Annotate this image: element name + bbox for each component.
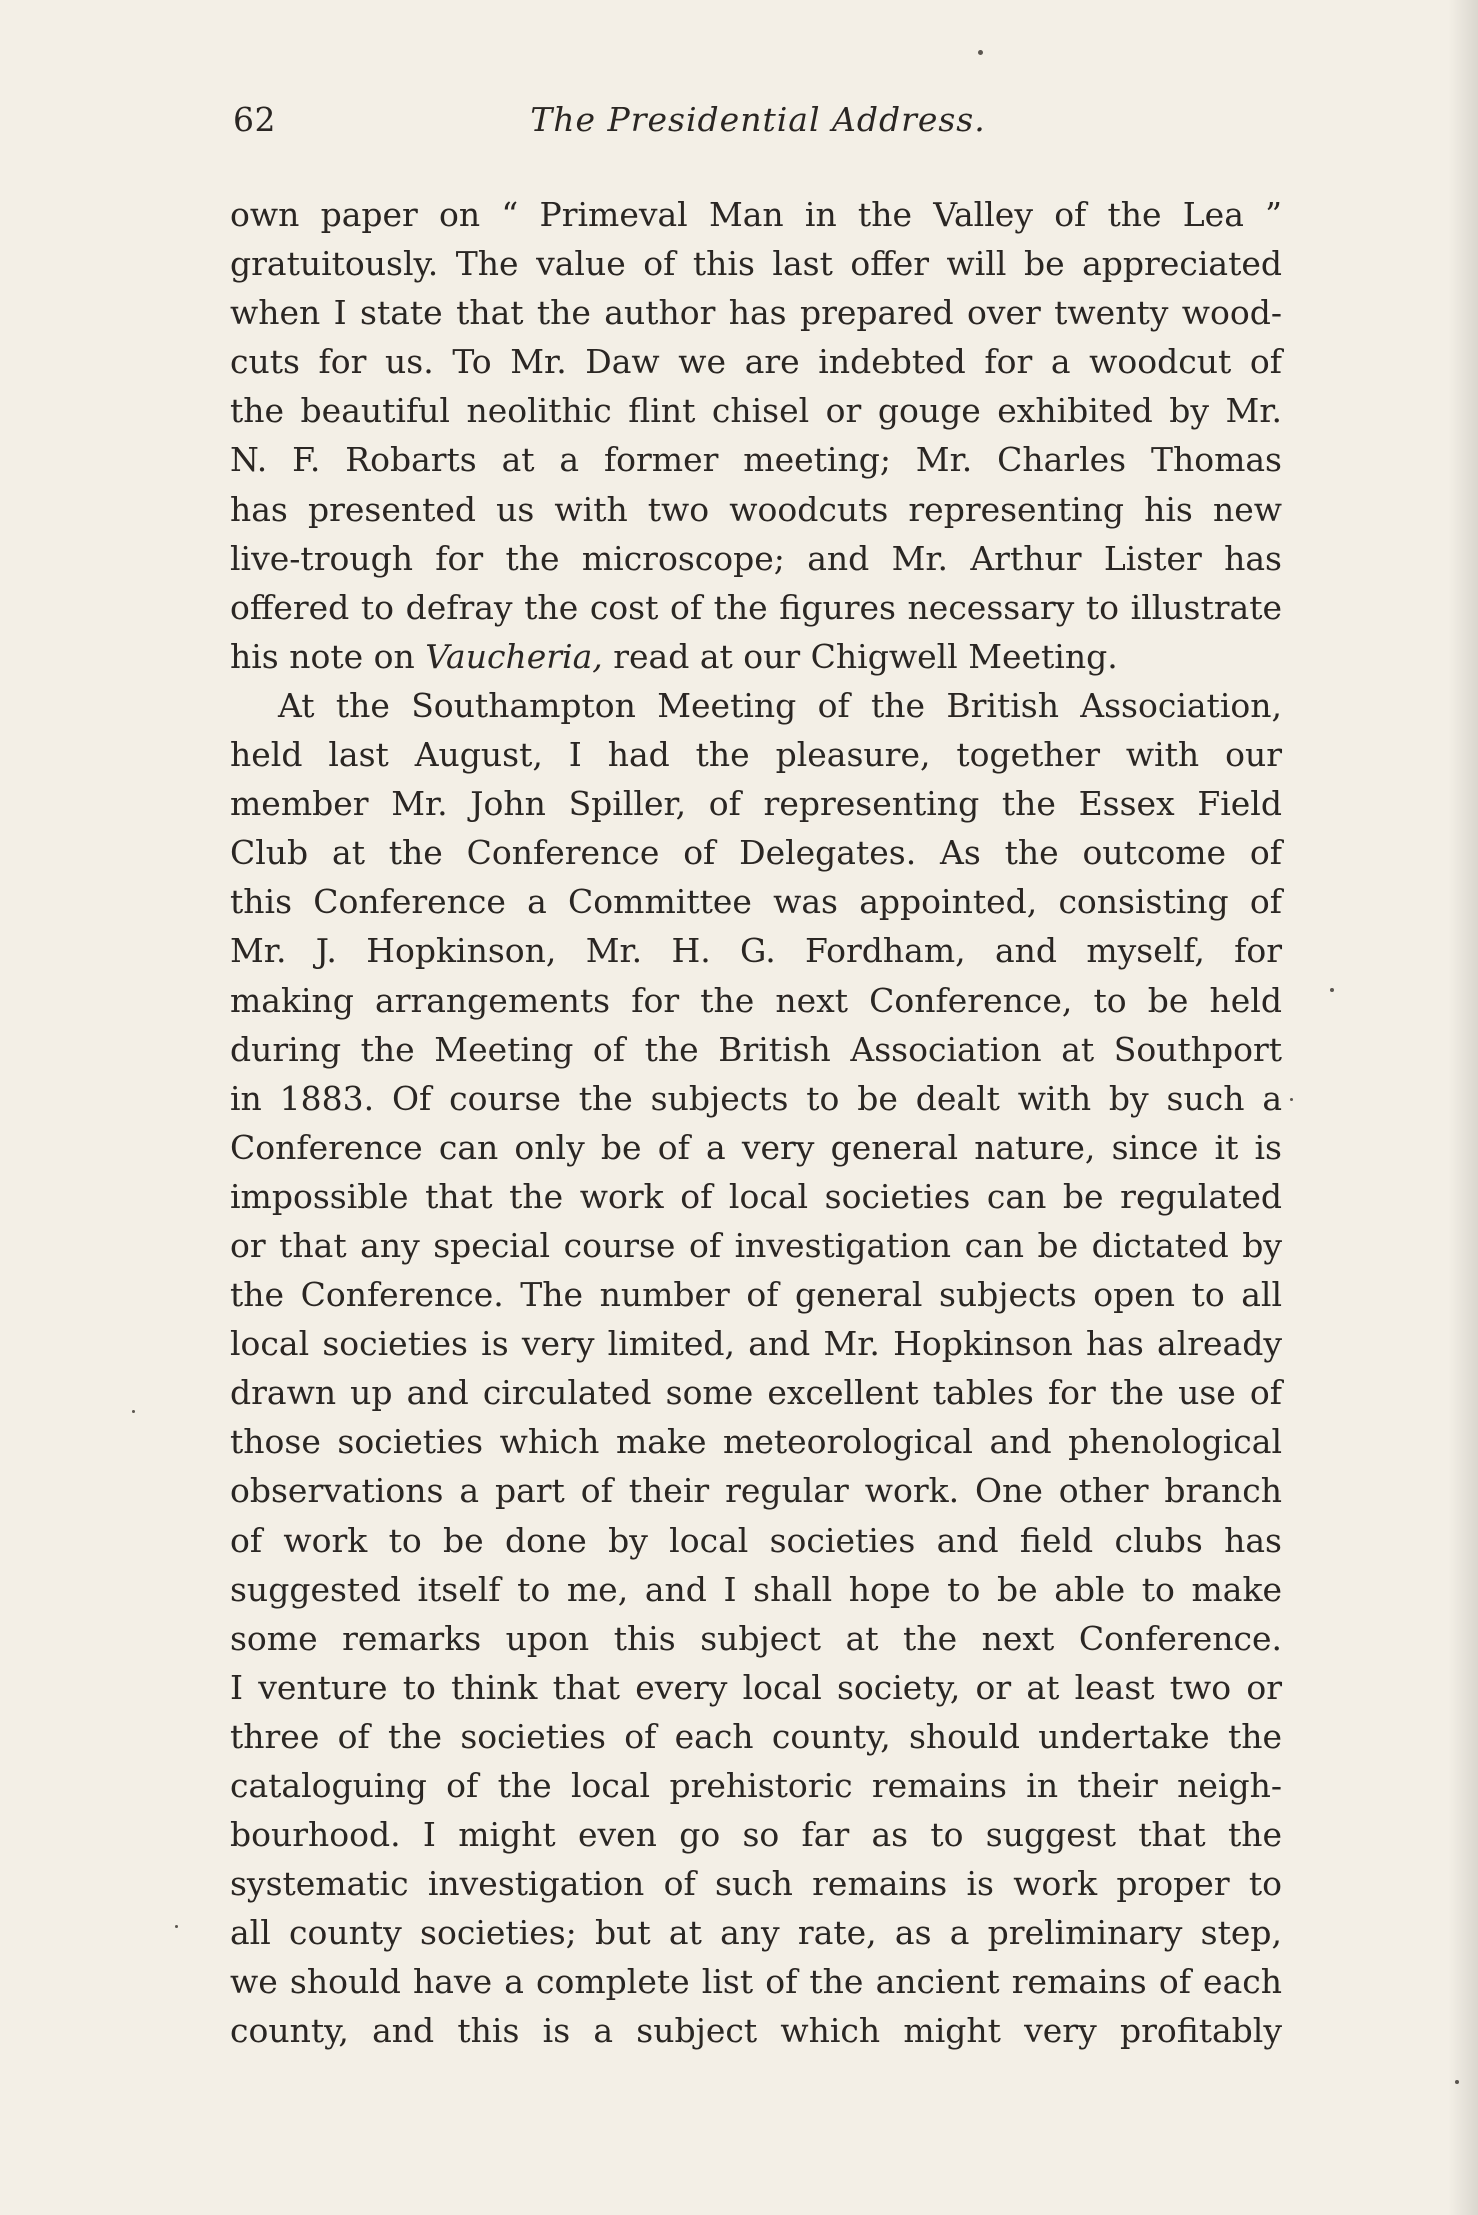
text-line: in 1883. Of course the subjects to be dealt with by such a — [230, 1078, 1282, 1118]
text-line: At the Southampton Meeting of the British Association, — [278, 685, 1282, 725]
text-line — [230, 632, 1282, 681]
page-header — [233, 100, 1283, 160]
body-text — [230, 190, 1282, 2056]
text-line: local societies is very limited, and Mr. Hopkinson has already — [230, 1324, 1282, 1364]
text-line: held last August, I had the pleasure, together with our — [230, 735, 1282, 775]
text-line: some remarks upon this subject at the next Conference. — [230, 1618, 1282, 1658]
text-line: county, and this is a subject which might very profitably — [230, 2011, 1282, 2051]
text-line: Club at the Conference of Delegates. As the outcome of — [230, 833, 1282, 873]
text-line: cataloguing of the local prehistoric remains in their neigh- — [230, 1766, 1282, 1805]
text-line: live-trough for the microscope; and Mr. Arthur Lister has — [230, 538, 1282, 578]
text-line: during the Meeting of the British Association at Southport — [230, 1029, 1282, 1069]
text-line: all county societies; but at any rate, as a preliminary step, — [230, 1913, 1282, 1953]
text-line: offered to defray the cost of the figures necessary to illustrate — [230, 587, 1282, 627]
text-line: when I state that the author has prepared over twenty wood- — [230, 293, 1282, 333]
text-line: making arrangements for the next Conference, to be held — [230, 980, 1282, 1020]
running-title: The Presidential Address. — [530, 100, 986, 139]
paper-speck — [1455, 2080, 1459, 2084]
italic-genus-name: Vaucheria, — [425, 636, 603, 676]
text-run: read at our Chigwell Meeting. — [602, 636, 1118, 676]
page-number: 62 — [233, 100, 276, 139]
text-line: suggested itself to me, and I shall hope to be able to make — [230, 1569, 1282, 1609]
text-run: his note on — [230, 636, 426, 676]
paper-speck — [175, 1925, 178, 1928]
text-line: three of the societies of each county, should undertake the — [230, 1716, 1282, 1756]
paper-speck — [1290, 1098, 1293, 1101]
text-line: member Mr. John Spiller, of representing the Essex Field — [230, 784, 1282, 824]
text-line: the beautiful neolithic flint chisel or gouge exhibited by Mr. — [230, 391, 1282, 431]
text-line: drawn up and circulated some excellent tables for the use of — [230, 1373, 1282, 1413]
text-line: Mr. J. Hopkinson, Mr. H. G. Fordham, and myself, for — [230, 931, 1282, 971]
text-line: cuts for us. To Mr. Daw we are indebted for a woodcut of — [230, 342, 1282, 382]
text-line: N. F. Robarts at a former meeting; Mr. Charles Thomas — [230, 440, 1282, 480]
text-line: bourhood. I might even go so far as to suggest that the — [230, 1815, 1282, 1855]
text-line: gratuitously. The value of this last offer will be appreciated — [230, 244, 1282, 284]
text-line: of work to be done by local societies and field clubs has — [230, 1520, 1282, 1560]
text-line: I venture to think that every local society, or at least two or — [230, 1667, 1282, 1707]
text-line: systematic investigation of such remains is work proper to — [230, 1864, 1282, 1904]
text-line: Conference can only be of a very general nature, since it is — [230, 1127, 1282, 1167]
text-line: impossible that the work of local societies can be regulated — [230, 1176, 1282, 1216]
text-line: or that any special course of investigation can be dictated by — [230, 1225, 1282, 1265]
paper-speck — [978, 50, 983, 55]
text-line: we should have a complete list of the ancient remains of each — [230, 1962, 1282, 2002]
text-line: this Conference a Committee was appointed, consisting of — [230, 882, 1282, 922]
paper-speck — [1330, 988, 1334, 992]
text-line: own paper on “ Primeval Man in the Valley of the Lea ” — [230, 195, 1282, 234]
text-line: has presented us with two woodcuts representing his new — [230, 489, 1282, 529]
text-line: observations a part of their regular work. One other branch — [230, 1471, 1282, 1511]
paper-speck — [132, 1410, 135, 1413]
paragraph-1 — [230, 190, 1282, 681]
paragraph-2 — [230, 681, 1282, 2056]
text-line: those societies which make meteorological and phenological — [230, 1422, 1282, 1462]
text-line: the Conference. The number of general subjects open to all — [230, 1275, 1282, 1315]
